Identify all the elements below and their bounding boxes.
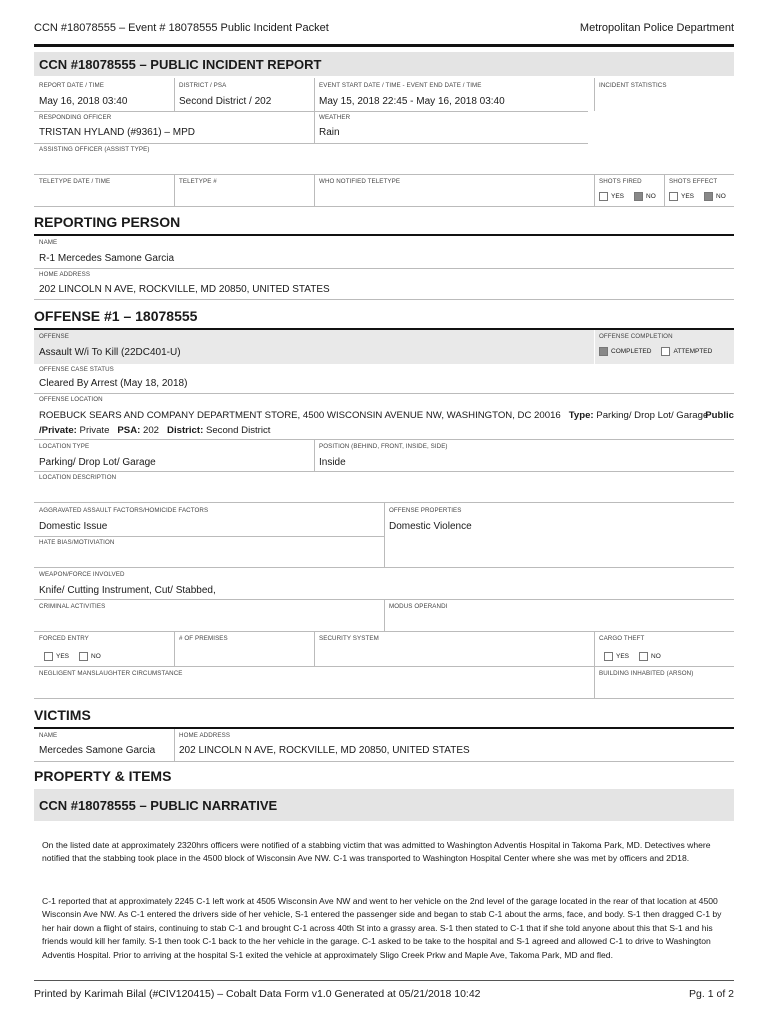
location-type-value: Parking/ Drop Lot/ Garage [39, 457, 156, 468]
security-system-label: SECURITY SYSTEM [319, 635, 379, 642]
forced-entry-no-checkbox[interactable] [79, 652, 88, 661]
header-divider [34, 44, 734, 47]
shots-fired-yes-checkbox[interactable] [599, 192, 608, 201]
weather-label: WEATHER [319, 114, 351, 121]
reporting-address-label: HOME ADDRESS [39, 271, 91, 278]
event-label: EVENT START DATE / TIME - EVENT END DATE / TIME [319, 82, 482, 89]
narrative-paragraph-2: C-1 reported that at approximately 2245 C-1 left work at 4505 Wisconsin Ave NW and went to her vehicle on the 2nd level of the garage located in the rear of that location at 4500 Wisconsin Ave NW. As C-1 entered the drivers side of her vehicle, S-1 entered the passenger side and began to stab C-1 about the arms, face, and body. S-1 then dragged C-1 by her hair down a flight of stairs, continuing to stab C-1 and brought C-1 across 40th St into a grassy area. S-1 then stated to C-1 that if she told anyone about this that S-1 and his friends would kill her family. S-1 then took C-1 back to the her vehicle in the garage. C-1 asked to be take to the hospital and S-1 agreed and allowed C-1 to drive to Washington Adventis Hospital. Prior to arriving at the hospital S-1 exited the vehicle at approximately Sligo Creek Prkw and Maple Ave, Takoma Park, MD and fled. [42, 896, 722, 960]
cargo-theft-yes-checkbox[interactable] [604, 652, 613, 661]
shots-effect-options: YES NO [669, 192, 726, 201]
modus-operandi-label: MODUS OPERANDI [389, 603, 448, 610]
narrative-paragraph-1: On the listed date at approximately 2320hrs officers were notified of a stabbing victim that was admitted to Washington Adventis Hospital in Takoma Park, MD. Detectives where notified that the stabbing took place in the 4500 block of Wisconsin Ave NW. C-1 was transported to Washington Hospital Center where she was met by officers and 2D18. [42, 840, 711, 864]
attempted-checkbox[interactable] [661, 347, 670, 356]
teletype-date-label: TELETYPE DATE / TIME [39, 178, 111, 185]
location-type-label: LOCATION TYPE [39, 443, 90, 450]
footer-divider [34, 980, 734, 981]
forced-entry-yes-checkbox[interactable] [44, 652, 53, 661]
weapon-label: WEAPON/FORCE INVOLVED [39, 571, 125, 578]
forced-entry-label: FORCED ENTRY [39, 635, 89, 642]
shots-fired-no-checkbox[interactable] [634, 192, 643, 201]
offense-heading: OFFENSE #1 – 18078555 [34, 308, 198, 324]
shots-effect-label: SHOTS EFFECT [669, 178, 718, 185]
aggravated-factors-label: AGGRAVATED ASSAULT FACTORS/HOMICIDE FACTORS [39, 507, 209, 514]
victim-name-value: Mercedes Samone Garcia [39, 745, 156, 756]
header-agency: Metropolitan Police Department [579, 22, 734, 34]
report-title: CCN #18078555 – PUBLIC INCIDENT REPORT [39, 56, 322, 72]
incident-stats-label: INCIDENT STATISTICS [599, 82, 667, 89]
cargo-theft-no-checkbox[interactable] [639, 652, 648, 661]
case-status-value: Cleared By Arrest (May 18, 2018) [39, 378, 188, 389]
page-header [34, 22, 734, 40]
district-label: DISTRICT / PSA [179, 82, 227, 89]
district-value: Second District / 202 [179, 96, 272, 107]
offense-location-label: OFFENSE LOCATION [39, 396, 103, 403]
public-key-part: Public [705, 410, 734, 421]
offense-label: OFFENSE [39, 333, 69, 340]
reporting-address-value: 202 LINCOLN N AVE, ROCKVILLE, MD 20850, UNITED STATES [39, 284, 330, 295]
shots-effect-no-checkbox[interactable] [704, 192, 713, 201]
offense-location-line2: /Private: Private PSA: 202 District: Second District [39, 425, 271, 436]
shots-effect-yes-checkbox[interactable] [669, 192, 678, 201]
weapon-value: Knife/ Cutting Instrument, Cut/ Stabbed, [39, 585, 216, 596]
criminal-activities-label: CRIMINAL ACTIVITIES [39, 603, 106, 610]
teletype-number-label: TELETYPE # [179, 178, 217, 185]
narrative-title-banner [34, 789, 734, 821]
offense-location-line1: ROEBUCK SEARS AND COMPANY DEPARTMENT STORE, 4500 WISCONSIN AVENUE NW, WASHINGTON, DC 20016 Type: Parking/ Drop Lot/ Garage [39, 410, 709, 421]
hate-bias-label: HATE BIAS/MOTIVIATION [39, 539, 115, 546]
officer-label: RESPONDING OFFICER [39, 114, 112, 121]
report-date-value: May 16, 2018 03:40 [39, 96, 128, 107]
position-label: POSITION (BEHIND, FRONT, INSIDE, SIDE) [319, 443, 448, 450]
forced-entry-options: YES NO [44, 652, 101, 661]
offense-properties-value: Domestic Violence [389, 521, 472, 532]
building-inhabited-label: BUILDING INHABITED (ARSON) [599, 670, 694, 677]
reporting-name-label: NAME [39, 239, 58, 246]
reporting-name-value: R-1 Mercedes Samone Garcia [39, 253, 175, 264]
victim-address-value: 202 LINCOLN N AVE, ROCKVILLE, MD 20850, UNITED STATES [179, 745, 470, 756]
page-footer [34, 988, 734, 1000]
victim-name-label: NAME [39, 732, 58, 739]
narrative-title: CCN #18078555 – PUBLIC NARRATIVE [39, 797, 278, 813]
who-notified-label: WHO NOTIFIED TELETYPE [319, 178, 401, 185]
header-case-id: CCN #18078555 – Event # 18078555 Public Incident Packet [34, 22, 329, 34]
victims-heading: VICTIMS [34, 707, 91, 723]
aggravated-factors-value: Domestic Issue [39, 521, 108, 532]
footer-page-number: Pg. 1 of 2 [689, 988, 734, 1000]
negligent-manslaughter-label: NEGLIGENT MANSLAUGHTER CIRCUMSTANCE [39, 670, 183, 677]
officer-value: TRISTAN HYLAND (#9361) – MPD [39, 127, 195, 138]
offense-completion-options: COMPLETED ATTEMPTED [599, 347, 712, 356]
assisting-officer-label: ASSISTING OFFICER (ASSIST TYPE) [39, 146, 150, 153]
footer-printed-by: Printed by Karimah Bilal (#CIV120415) – Cobalt Data Form v1.0 Generated at 05/21/2018 10:42 [34, 988, 481, 1000]
shots-fired-options: YES NO [599, 192, 656, 201]
event-value: May 15, 2018 22:45 - May 16, 2018 03:40 [319, 96, 505, 107]
position-value: Inside [319, 457, 346, 468]
victim-address-label: HOME ADDRESS [179, 732, 231, 739]
offense-properties-label: OFFENSE PROPERTIES [389, 507, 462, 514]
cargo-theft-options: YES NO [604, 652, 661, 661]
case-status-label: OFFENSE CASE STATUS [39, 366, 114, 373]
shots-fired-label: SHOTS FIRED [599, 178, 642, 185]
reporting-person-heading: REPORTING PERSON [34, 214, 181, 230]
offense-value: Assault W/i To Kill (22DC401-U) [39, 347, 181, 358]
cargo-theft-label: CARGO THEFT [599, 635, 645, 642]
premises-count-label: # OF PREMISES [179, 635, 228, 642]
weather-value: Rain [319, 127, 340, 138]
report-title-banner [34, 52, 734, 76]
property-heading: PROPERTY & ITEMS [34, 768, 172, 784]
offense-completion-label: OFFENSE COMPLETION [599, 333, 673, 340]
location-description-label: LOCATION DESCRIPTION [39, 474, 117, 481]
completed-checkbox[interactable] [599, 347, 608, 356]
report-date-label: REPORT DATE / TIME [39, 82, 104, 89]
